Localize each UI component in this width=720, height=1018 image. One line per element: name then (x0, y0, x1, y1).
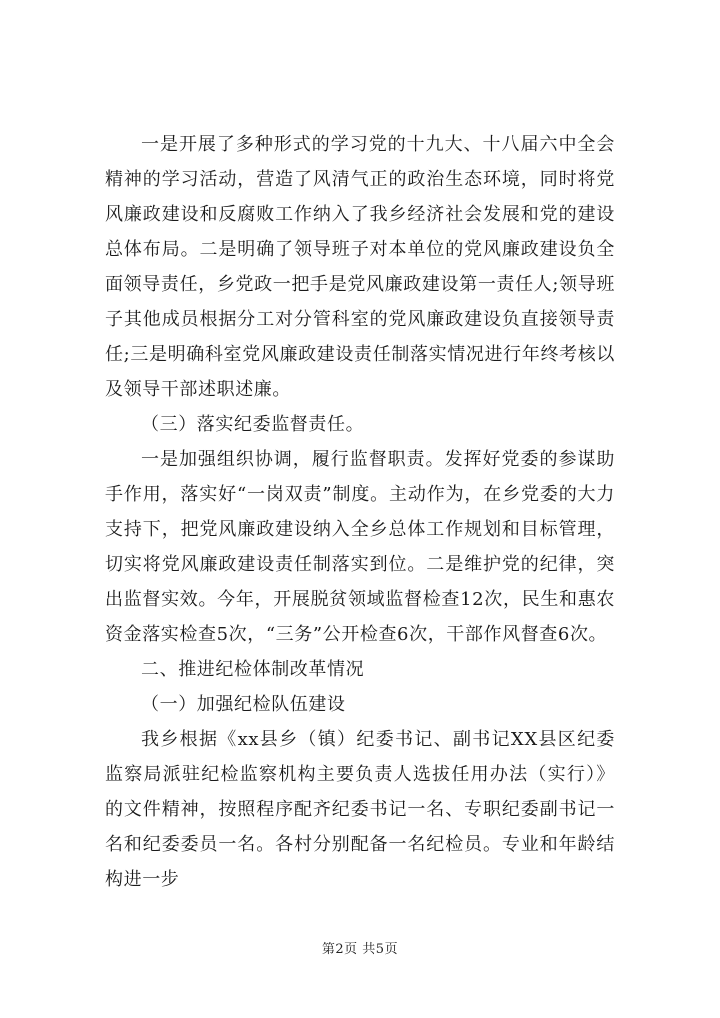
paragraph-team-building-details: 我乡根据《xx县乡（镇）纪委书记、副书记XX县区纪委监察局派驻纪检监察机构主要负责人选拔任用办法（实行）》的文件精神，按照程序配齐纪委书记一名、专职纪委副书记一名和纪委委员一名。各村分别配备一名纪检员。专业和年龄结构进一步 (105, 729, 615, 890)
paragraph-responsibility-details: 一是开展了多种形式的学习党的十九大、十八届六中全会精神的学习活动，营造了风清气正的政治生态环境，同时将党风廉政建设和反腐败工作纳入了我乡经济社会发展和党的建设总体布局。二是明确了领导班子对本单位的党风廉政建设负全面领导责任，乡党政一把手是党风廉政建设第一责任人;领导班子其他成员根据分工对分管科室的党风廉政建设负直接领导责任;三是明确科室党风廉政建设责任制落实情况进行年终考核以及领导干部述职述廉。 (105, 134, 615, 400)
section-heading-reform: 二、推进纪检体制改革情况 (141, 659, 365, 680)
section-heading-supervision: （三）落实纪委监督责任。 (141, 414, 365, 435)
page-footer: 第2页 共5页 (321, 942, 399, 957)
paragraph-supervision-details: 一是加强组织协调，履行监督职责。发挥好党委的参谋助手作用，落实好“一岗双责”制度。主动作为，在乡党委的大力支持下，把党风廉政建设纳入全乡总体工作规划和目标管理，切实将党风廉政建设责任制落实到位。二是维护党的纪律，突出监督实效。今年，开展脱贫领域监督检查12次，民生和惠农资金落实检查5次，“三务”公开检查6次，干部作风督查6次。 (105, 449, 615, 645)
document-body (105, 127, 615, 897)
subsection-heading-team-building: （一）加强纪检队伍建设 (141, 694, 346, 715)
